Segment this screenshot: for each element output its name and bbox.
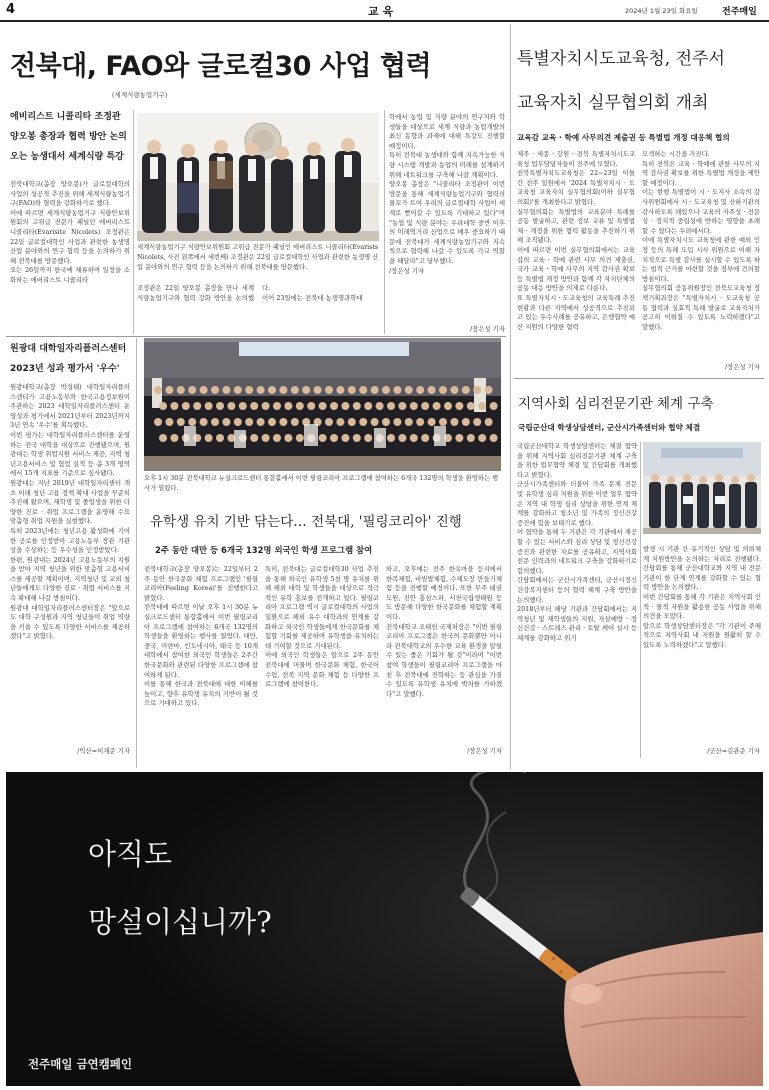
- crowd-head: [450, 418, 458, 426]
- article1-tail: 조정관은 22일 양오봉 총장을 만나 세계식량농업기구와 협력 강화 방안을 논의했다. 이어 23일에는 전북대 농생명과학대: [137, 284, 363, 302]
- crowd-head: [478, 402, 486, 410]
- divider: [514, 378, 764, 379]
- article2-headline-line2: 교육자치 실무협의회 개최: [517, 93, 709, 113]
- crowd-head: [439, 386, 447, 394]
- article4-photo: [144, 338, 501, 471]
- crowd-head: [416, 418, 424, 426]
- crowd-head: [262, 434, 270, 442]
- crowd-head: [177, 386, 185, 394]
- article5-col1: 국립군산대학교 학생상담센터는 체결 협약을 위해 지역사회 심리전문기관 체계 구축을 위한 업무협약 체결 및 간담회를 개최했다고 밝혔다. 군산시가족센터와 더불어 가족 문제 전문 및 유학생 심리 지원을 위한 이번 업무 협약은 지역 내 학생 심리 상담을 위한 연계 체계를 강화하고 청소년 및 가족의 정신건강 증진에 힘을 보태기로 했다. 이 협약을 통해 두 기관은 각 기관에서 제공할 수 있는 서비스와 심리 상담 및 정신건강 증진과 관련한 자료를 공유하고, 지역사회 전문 인력과의 네트워크 구축을 강화하기로 합의했다. 간담회에서는 군산시가족센터, 군산시정신건강복지센터 등의 협력 체계 구축 방안을 논의했다. 2018년부터 해당 기관과 간담회에서는 지역청년 및 재학생들의 지원, 자살예방 · 정신건강 · 스트레스 관리 · 토탈 케어 실시 등 체계를 강화하고 위기: [517, 442, 637, 642]
- article1-caption: 세계식량농업기구 식량안보위원회 고위급 전문가 패널인 에버리스트 니콜리타(Evarists Nicolets, 사진 왼쪽에서 세번째) 조정관은 22일 글로컬대학인 사업과 관련한 농생명 산업 분야와의 연구 협력 등을 논의하기 위해 전북대를 방문했다.: [137, 244, 379, 271]
- crowd-head: [182, 402, 190, 410]
- divider: [6, 336, 506, 337]
- article1-col1: 전북대학교(총장 양오봉)가 글로컬대학의 사업의 성공적 추진을 위해 세계식량농업기구(FAO)와 협력을 강화하기로 했다. 이에 따르면 세계식량농업기구 식량안보위원회의 고위급 전문가 패널인 에버리스트 니콜리타(Evarisite Nicolets) 조정관은 22일 글로컬대학인 사업과 관련한 농생명 산업 분야와의 연구 협력 등을 논의하기 위해 전북대를 방문했다. 오는 26일까지 한국에 체류하며 일정을 소화하는 에버리스트 니콜리타: [10, 180, 130, 284]
- crowd-head: [330, 402, 338, 410]
- article3-subhead-2: 2023년 성과 평가서 '우수': [10, 364, 120, 374]
- article1-headline-note: (세계식량농업기구): [112, 91, 168, 99]
- crowd-head: [159, 402, 167, 410]
- article1-headline: 전북대, FAO와 글로컬30 사업 협력: [10, 51, 432, 82]
- crowd-head: [433, 402, 441, 410]
- crowd-head: [371, 418, 379, 426]
- crowd-head: [291, 386, 299, 394]
- crowd-head: [348, 418, 356, 426]
- article4-col2: 특히, 전북대는 글로컬대학30 사업 추진을 통해 외국인 유학생 5천 명 유치를 위해 해외 대학 및 학생들을 대상으로 적극적인 유학 홍보를 전개하고 있다. 필링코리아 프로그램 역시 글로컬대학의 사업의 일환으로 해외 유수 대학과의 연계를 강화하고 외국인 학생들에게 한국문화를 체험할 기회를 제공하며 유학생을 유치하는 데 기여할 것으로 기대된다. 이에 외국인 학생들은 앞으로 2주 동안 전북대에 머물며 한국문화 체험, 한국어 수업, 전북 지역 문화 체험 등 다양한 프로그램에 참여한다.: [265, 565, 379, 689]
- crowd-head: [234, 418, 242, 426]
- article5-byline: /군산=김관준 기자: [707, 747, 760, 755]
- crowd-head: [398, 402, 406, 410]
- article5-col2: 발생 시 기관 간 유기적인 상담 및 의뢰체계 지원방안을 논의하는 자리로 진행됐다. 간담회를 통해 군산대학교와 지역 내 전문기관이 한 단계 연계를 강화할 수 있는 협력 방안을 논의했다. 이번 간담회를 통해 각 기관은 지역사회 인적 · 물적 자원을 활용한 공동 사업을 위해 의견을 모았다. 앞으로 학생상담센터장은 "각 기관이 주체적으로 지역사회 내 지원을 원활히 할 수 있도록 노력하겠다"고 말했다.: [643, 545, 761, 649]
- crowd-head: [405, 418, 413, 426]
- crowd-head: [273, 434, 281, 442]
- crowd-head: [250, 434, 258, 442]
- article4-caption: 오후 1시 30분 전북대학교 뉴실크로드센터 통합홀에서 이번 필링코리아 프로그램에 참여하는 6개국 132명의 학생을 환영하는 행사가 열렸다.: [144, 475, 499, 492]
- crowd-head: [170, 434, 178, 442]
- header-bar: [0, 0, 769, 22]
- crowd-head: [205, 434, 213, 442]
- crowd-head: [165, 418, 173, 426]
- divider: [136, 338, 137, 768]
- crowd-head: [325, 418, 333, 426]
- article2-col2: 모색하는 시간을 가진다. 특히 전북은 교육 · 학예에 관한 사무의 지역 감사권 확보를 위한 특별법 개정을 제안할 예정이다. 이는 현행 특별법이 시 · 도지사 소속의 감사위원회에서 시 · 도교육청 및 산하기관의 감사하도록 돼있으나 교육의 자주성 · 전문성 · 정치적 중립성에 반하는 영향을 초래할 수 있다는 우려에서다. 이에 특별자치시도 교육청에 관한 예외 인정 등의 특례 도입 시사 위원으로 이해 자치적으로 특별 감사를 실시할 수 있도록 하는 법적 근거를 마련할 것을 정부에 건의할 방침이다. 실무협의회 공동위원장인 전북도교육청 정책기획과장은 "특별자치시 · 도교육청 공동 협력과 실효적 특례 발굴로 교육자치가 공고히 이뤄질 수 있도록 노력하겠다"고 말했다.: [642, 150, 760, 331]
- article2-subhead: 교육감 교육 · 학예 사무의견 제출권 등 특별법 개정 대응책 협의: [517, 133, 730, 142]
- crowd-head: [177, 418, 185, 426]
- ad-headline-line1: 아직도: [88, 837, 173, 871]
- crowd-head: [159, 434, 167, 442]
- article5-headline: 지역사회 심리전문기관 체계 구축: [518, 396, 714, 412]
- paper-name: 전주매일: [722, 7, 757, 17]
- crowd-head: [444, 402, 452, 410]
- divider: [510, 24, 511, 769]
- crowd-head: [450, 386, 458, 394]
- crowd-head: [455, 434, 463, 442]
- crowd-head: [421, 434, 429, 442]
- article1-col3: 학에서 농업 및 식량 분야의 연구자와 학생들을 대상으로 세계 식량과 농업개발의 최신 동향과 과제에 대해 특강도 진행할 예정이다. 특히 전북대 농생대와 함께 지속가능한 식량 시스템 개발과 농업의 미래를 설계하기 위해 네트워크를 구축해 나갈 계획이다. 양오봉 총장은 "니콜리타 조정관이 이번 방문을 통해 세계식량농업기구와 협력의 물꼬가 트여 우리의 글로컬대학 사업이 세계로 뻗어갈 수 있도록 기대하고 있다"며 "농업 및 식량 분야는 우리대학 중반 이후의 미래먹거리 산업으로 매우 중요하기 때문에 전북대가 세계식량농업기구와 지속적으로 협력해 나갈 수 있도록 가교 역할을 해달라"고 당부했다. /장은성 기자: [389, 113, 505, 275]
- page-number: 4: [6, 2, 16, 17]
- crowd-head: [154, 418, 162, 426]
- article4-byline: /장은성 기자: [466, 747, 502, 755]
- crowd-head: [382, 418, 390, 426]
- article4-col1: 전북대학교(총장 양오봉)는 22일부터 2주 동안 한국문화 체험 프로그램인 '필링코리아(Feeling Korea)'를 진행한다고 밝혔다. 전북대에 따르면 이날 오후 1시 30분 뉴실크로드센터 통합홀에서 이번 필링코리아 프로그램에 참여하는 6개국 132명의 학생들을 환영하는 행사를 열었다. 대만, 중국, 미얀마, 인도네시아, 태국 등 10개 대학에서 참여한 외국인 학생들은 2주간 한국문화와 관련된 다양한 프로그램에 참여하게 된다. 이를 통해 한국과 전북대에 대한 이해를 높이고, 향후 유학생 유치의 기반이 될 것으로 기대하고 있다.: [144, 565, 258, 708]
- crowd-head: [154, 386, 162, 394]
- crowd-head: [319, 402, 327, 410]
- crowd-head: [336, 386, 344, 394]
- divider: [640, 442, 641, 758]
- crowd-head: [410, 434, 418, 442]
- students-photo-image: [144, 338, 501, 471]
- article2-col1: 제주 · 세종 · 강원 · 전북 특별자치시도교육청 업무담당자들이 전주에 모였다. 전북특별자치도교육청은 22~23일 이틀간 전주 일원에서 '2024 특별자치시 · 도교육청 교육자치 실무협의회(이하 실무협의회)'를 개최한다고 밝혔다. 실무협의회는 특별법의 교육분야 특례를 공동 발굴하고, 관련 정보 교류 및 특별법 제 · 개정을 위한 협력 활동을 추진하기 위해 조직됐다. 이에 따르면 이번 실무협의회에서는 교육감의 교육 · 학예 관련 사무 의견 제출권, 국가 교육 · 학예 사무의 지역 감사권 확보 등 특별법 개정 방안과 함께 각 자치단체의 공동 대응 방안을 의제로 다룬다. 또 특별자치시 · 도교육청의 교육특례 추진현황과 다른 지역에서 성공적으로 추진되고 있는 우수사례를 공유하고, 은행협약 예산 지원의 다양한 협력: [517, 150, 635, 331]
- group-photo-image: [137, 113, 379, 241]
- crowd-head: [416, 386, 424, 394]
- crowd-head: [216, 434, 224, 442]
- crowd-head: [250, 402, 258, 410]
- crowd-head: [279, 386, 287, 394]
- crowd-head: [268, 386, 276, 394]
- crowd-head: [257, 418, 265, 426]
- crowd-head: [473, 386, 481, 394]
- crowd-head: [398, 434, 406, 442]
- crowd-head: [485, 418, 493, 426]
- crowd-head: [405, 386, 413, 394]
- crowd-head: [462, 386, 470, 394]
- crowd-head: [462, 418, 470, 426]
- crowd-head: [376, 402, 384, 410]
- crowd-head: [307, 402, 315, 410]
- crowd-head: [382, 386, 390, 394]
- crowd-head: [467, 402, 475, 410]
- crowd-head: [211, 386, 219, 394]
- article1-photo: [137, 113, 379, 241]
- crowd-head: [387, 434, 395, 442]
- crowd-head: [490, 402, 498, 410]
- crowd-head: [284, 434, 292, 442]
- article4-col3: 하고, 오후에는 전주 한옥마을 등지에서 한복체험, 비빔밥체험, 수제도장 만들기체험 등을 진행할 예정이다. 또한 무주 태권도원, 진안 홍삼스파, 서천국립생태원 등도 방문해 다양한 한국문화를 체험할 계획이다. 전북대학교 조태헌 국제처장은 "이번 필링코리아 프로그램은 한국의 문화뿐만 아니라 전북대학교의 우수한 교육 환경을 알릴 수 있는 좋은 기회가 될 것"이라며 "이번 참여 학생들이 필링코리아 프로그램을 마친 후 전북대에 진학하는 등 관심을 가질 수 있도록 유학생 유치에 박차를 가하겠다"고 말했다.: [386, 565, 502, 698]
- header-rule: [0, 20, 769, 22]
- crowd-head: [330, 434, 338, 442]
- crowd-head: [262, 402, 270, 410]
- crowd-head: [268, 418, 276, 426]
- issue-date: 2024년 1월 23일 화요일: [625, 7, 698, 15]
- crowd-head: [455, 402, 463, 410]
- crowd-head: [273, 402, 281, 410]
- article4-subhead: 2주 동안 대만 등 6개국 132명 외국인 학생 프로그램 참여: [155, 545, 373, 555]
- crowd-head: [393, 386, 401, 394]
- crowd-head: [211, 418, 219, 426]
- crowd-head: [227, 402, 235, 410]
- article3-byline: /익산=이재준 기자: [77, 747, 130, 755]
- crowd-head: [336, 418, 344, 426]
- crowd-head: [353, 402, 361, 410]
- crowd-head: [319, 434, 327, 442]
- crowd-head: [485, 386, 493, 394]
- crowd-head: [421, 402, 429, 410]
- article3-body: 원광대학교(총장 박성태) 대학일자리플러스센터가 고용노동부와 한국고용정보원이 주관하는 2023 대학일자리플러스센터 운영성과 평가에서 2021년부터 2023년까지 3년 연속 '우수'를 획득했다. 이번 평가는 대학일자리플러스센터를 운영하는 전국 대학을 대상으로 진행됐으며, 원광대는 학생 취업지원 서비스 제공, 지역 청년고용서비스 및 협업 실적 등 총 3개 영역에서 15개 지표를 기준으로 심사됐다. 원광대는 지난 2019년 대학일자리센터 개소 이래 청년 고용 정책 확대 사업을 꾸준히 추진해 왔으며, 재학생 및 졸업생을 위한 다양한 진로 · 취업 프로그램을 운영해 수요 맞춤형 취업 지원을 실현했다. 특히 2023년에는 청년고용 활성화에 기여한 공로를 인정받아 고용노동부 장관 기관상을 수상하는 등 우수성을 인정받았다. 한편, 원광대는 2024년 고용노동부의 지원을 받아 지역 청년을 위한 맞춤형 고용서비스를 제공할 계획이며, 지역청년 및 교외 청년들에게도 다양한 진로 · 취업 서비스를 지속 확대해 나갈 방침이다. 원광대 대학일자리플러스센터장은 "앞으로도 대학 구성원과 지역 청년들이 취업 역량을 키울 수 있도록 다양한 서비스를 제공하겠다"고 밝혔다.: [10, 383, 130, 641]
- crowd-head: [200, 386, 208, 394]
- crowd-head: [284, 402, 292, 410]
- crowd-head: [314, 386, 322, 394]
- crowd-head: [478, 434, 486, 442]
- crowd-head: [216, 402, 224, 410]
- crowd-head: [205, 402, 213, 410]
- article3-subhead-1: 원광대 대학일자리플러스센터: [10, 344, 127, 354]
- article5-photo: [643, 442, 761, 534]
- crowd-head: [245, 386, 253, 394]
- crowd-head: [359, 386, 367, 394]
- crowd-head: [222, 418, 230, 426]
- crowd-head: [257, 386, 265, 394]
- article1-byline: /장은성 기자: [469, 325, 505, 333]
- crowd-head: [410, 402, 418, 410]
- article1-subhead-1: 에비리스트 니콜리타 조정관: [10, 112, 121, 122]
- crowd-head: [234, 386, 242, 394]
- ad-footer: 전주매일 금연캠페인: [28, 1057, 132, 1071]
- crowd-head: [296, 402, 304, 410]
- crowd-head: [291, 418, 299, 426]
- crowd-head: [222, 386, 230, 394]
- crowd-head: [359, 418, 367, 426]
- crowd-head: [188, 386, 196, 394]
- article2-byline: /장은성 기자: [724, 363, 760, 371]
- crowd-head: [371, 386, 379, 394]
- crowd-head: [353, 434, 361, 442]
- crowd-head: [165, 386, 173, 394]
- divider: [384, 110, 385, 334]
- crowd-head: [302, 386, 310, 394]
- crowd-head: [193, 402, 201, 410]
- article2-headline-line1: 특별자치시도교육청, 전주서: [517, 49, 725, 69]
- article5-subhead: 국립군산대 학생상담센터, 군산시가족센터와 협약 체결: [518, 423, 701, 432]
- crowd-head: [296, 434, 304, 442]
- crowd-head: [428, 418, 436, 426]
- ad-banner: [6, 772, 763, 1086]
- crowd-head: [325, 386, 333, 394]
- article1-subhead-3: 오는 농생대서 세계식량 특강: [10, 152, 124, 162]
- divider: [133, 110, 134, 334]
- crowd-head: [364, 434, 372, 442]
- crowd-head: [364, 402, 372, 410]
- crowd-head: [279, 418, 287, 426]
- crowd-head: [439, 418, 447, 426]
- crowd-head: [188, 418, 196, 426]
- crowd-head: [170, 402, 178, 410]
- article1-subhead-2: 양오봉 총장과 협력 방안 논의: [10, 132, 127, 142]
- agreement-photo-image: [643, 442, 761, 534]
- crowd-head: [473, 418, 481, 426]
- crowd-head: [490, 434, 498, 442]
- crowd-head: [393, 418, 401, 426]
- crowd-head: [348, 386, 356, 394]
- crowd-head: [245, 418, 253, 426]
- crowd-head: [239, 402, 247, 410]
- crowd-head: [387, 402, 395, 410]
- crowd-head: [200, 418, 208, 426]
- crowd-head: [341, 402, 349, 410]
- section-name: 교 육: [368, 5, 394, 18]
- crowd-head: [467, 434, 475, 442]
- crowd-head: [341, 434, 349, 442]
- ad-headline-line2: 망설이십니까?: [88, 905, 272, 939]
- article4-headline: 유학생 유치 기반 닦는다… 전북대, '필링코리아' 진행: [150, 514, 462, 530]
- crowd-head: [428, 386, 436, 394]
